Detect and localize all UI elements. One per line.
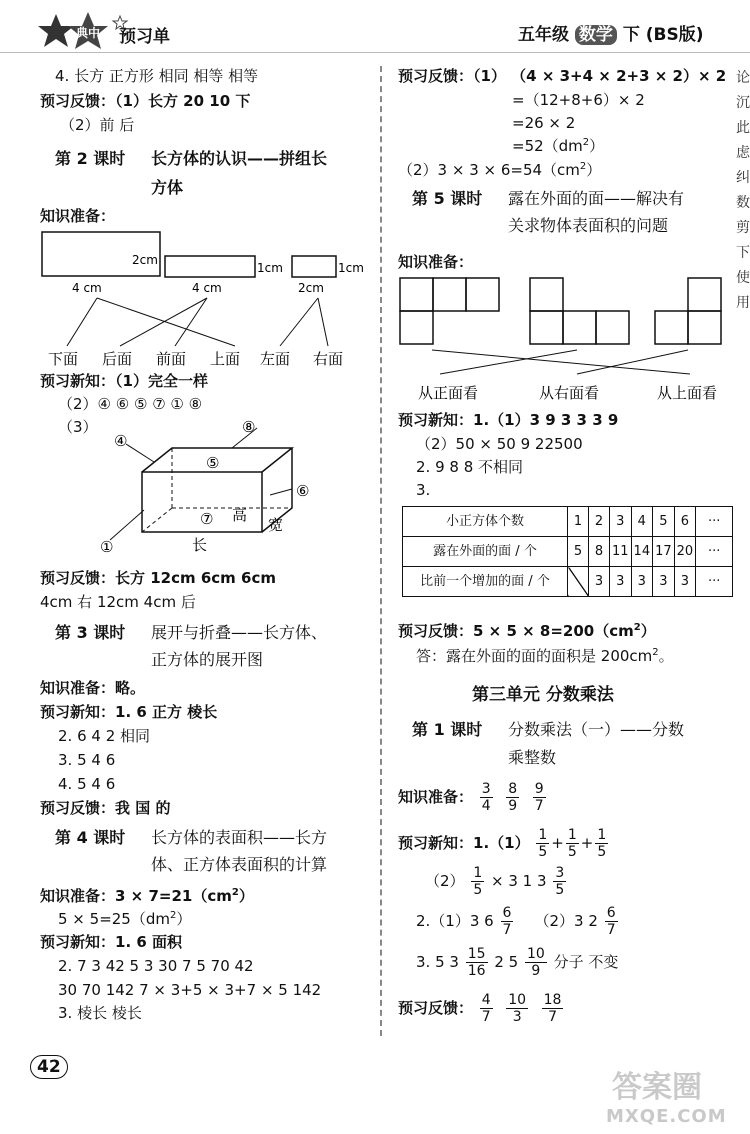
lesson-title: 乘整数 <box>508 748 557 767</box>
fraction-line: （2） $\frac{1}{5}$ × 3 1 3 $\frac{3}{5}$ <box>425 865 565 898</box>
lesson-title: 露在外面的面——解决有 <box>508 189 685 208</box>
fraction-line: 3. 5 3 $\frac{15}{16}$ 2 5 $\frac{10}{9}$ 分子 不变 <box>416 946 619 979</box>
text-line: 2. 6 4 2 相同 <box>58 727 151 745</box>
dim-label: 4 cm <box>72 281 102 295</box>
term-label: 下 <box>622 25 640 45</box>
lesson-number: 第 1 课时 <box>412 720 483 739</box>
face-label: 后面 <box>102 350 133 368</box>
fraction: $\frac{6}{7}$ <box>606 905 616 938</box>
side-char: 用 <box>736 295 750 311</box>
table-row <box>403 567 733 597</box>
fraction: $\frac{6}{7}$ <box>502 905 512 938</box>
faces-matching-figure <box>30 228 380 368</box>
lesson-title: 分数乘法（一）——分数 <box>508 720 685 739</box>
text-line: 预习新知：1. 6 正方 棱长 <box>40 703 218 721</box>
rect-2x1 <box>292 256 336 277</box>
text-line: 预习反馈：我 国 的 <box>40 799 171 817</box>
fraction-line: 2.（1）3 6 $\frac{6}{7}$ （2）3 2 $\frac{6}{7}$ <box>416 905 616 938</box>
side-char: 虑 <box>736 145 750 161</box>
text-line: $5 \times 5=25(dm^2)$ <box>58 910 192 928</box>
fraction: $\frac{1}{5}$ <box>538 827 548 860</box>
side-char: 沉 <box>736 95 750 111</box>
page-number: 42 <box>30 1055 68 1079</box>
watermark-logo: 答案圈 <box>612 1070 702 1105</box>
side-char: 此 <box>736 120 750 136</box>
dim-label: 4 cm <box>192 281 222 295</box>
fraction: $\frac{4}{7}$ <box>481 992 491 1025</box>
text-line: 知识准备：略。 <box>40 679 146 697</box>
view-label: 从右面看 <box>539 384 600 402</box>
text-line: 4cm 右 12cm 4cm 后 <box>40 593 196 611</box>
lesson-title: 关求物体表面积的问题 <box>508 216 669 235</box>
table-cell: 20 <box>674 537 696 567</box>
text-line: 预习反馈：（1） （4 × 3+4 × 2+3 × 2）× 2 <box>398 67 727 85</box>
rect-4x1 <box>165 256 255 277</box>
text-line: 4. 长方 正方形 相同 相等 相等 <box>55 67 259 85</box>
label-width: 宽 <box>268 516 284 534</box>
text-line: 3. 5 4 6 <box>58 751 116 769</box>
fraction-line: 预习反馈： $\frac{4}{7}$ $\frac{10}{3}$ $\frac{18}{7}$ <box>398 992 562 1025</box>
face-label: 右面 <box>313 350 344 368</box>
matching-lines <box>67 298 328 346</box>
fraction: $\frac{8}{9}$ <box>508 781 518 814</box>
lesson-title: 正方体的展开图 <box>151 650 264 669</box>
lesson-title: 长方体的表面积——长方 <box>151 828 328 847</box>
unit-title: 第三单元 分数乘法 <box>472 685 614 705</box>
label-7: ⑦ <box>200 510 214 528</box>
label-6: ⑥ <box>296 482 310 500</box>
text-line: 2. 9 8 8 不相同 <box>416 458 524 476</box>
subject-label: 数学 <box>575 25 617 45</box>
section-title: 预习单 <box>119 27 170 47</box>
table-cell: 17 <box>653 537 675 567</box>
table-cell: ··· <box>696 507 733 537</box>
side-char: 论 <box>736 70 750 86</box>
label-length: 长 <box>192 536 208 554</box>
text-line: 2. 7 3 42 5 3 30 7 5 70 42 <box>58 957 254 975</box>
fraction: $\frac{3}{4}$ <box>481 781 491 814</box>
table-cell <box>568 567 589 597</box>
text-line: 30 70 142 7 × 3+5 × 3+7 × 5 142 <box>58 981 322 999</box>
fraction: $\frac{1}{5}$ <box>597 827 607 860</box>
matching-lines <box>432 350 690 374</box>
label-5: ⑤ <box>206 454 220 472</box>
fraction: $\frac{18}{7}$ <box>543 992 562 1025</box>
table-cell: 6 <box>674 507 696 537</box>
table-cell: 比前一个增加的面 / 个 <box>403 567 568 597</box>
text-line: =（12+8+6）× 2 <box>512 91 645 109</box>
view-shape-c <box>655 278 721 344</box>
table-cell: ··· <box>696 537 733 567</box>
text-line: 预习新知：（1）完全一样 <box>40 372 208 390</box>
text-line: （2）前 后 <box>60 116 135 134</box>
lesson-number: 第 3 课时 <box>55 623 126 642</box>
face-label: 左面 <box>260 350 291 368</box>
table-cell: 小正方体个数 <box>403 507 568 537</box>
dim-label: 1cm <box>338 261 364 275</box>
view-shape-b <box>530 278 629 344</box>
table-cell: 3 <box>631 567 653 597</box>
edition-label: (BS版) <box>645 25 704 45</box>
fraction-line: 预习新知：1.（1） $\frac{1}{5}$ + $\frac{1}{5}$ + $\frac{1}{5}$ <box>398 827 607 860</box>
text-line: 预习新知：1. 6 面积 <box>40 933 183 951</box>
table-cell: 4 <box>631 507 653 537</box>
answer-line: 答：露在外面的面的面积是 $200cm^2$。 <box>416 647 674 665</box>
fraction: $\frac{1}{5}$ <box>473 865 483 898</box>
view-label: 从上面看 <box>657 384 718 402</box>
table-cell: 3 <box>653 567 675 597</box>
table-cell: 5 <box>653 507 675 537</box>
section-label: 知识准备： <box>40 207 116 225</box>
faces-table <box>402 506 733 597</box>
text-line: 3. 棱长 棱长 <box>58 1004 142 1022</box>
side-char: 剪 <box>736 220 750 236</box>
text-line: （2）④ ⑥ ⑤ ⑦ ① ⑧ <box>58 395 203 413</box>
table-cell: 露在外面的面 / 个 <box>403 537 568 567</box>
table-cell: 3 <box>610 567 632 597</box>
label-1: ① <box>100 538 114 556</box>
text-line: =26 × 2 <box>512 114 576 132</box>
lesson-number: 第 2 课时 <box>55 149 126 168</box>
table-cell: 3 <box>674 567 696 597</box>
text-line: 4. 5 4 6 <box>58 775 116 793</box>
fraction: $\frac{3}{5}$ <box>555 865 565 898</box>
text-line: 预习新知：1.（1）3 9 3 3 3 9 <box>398 411 619 429</box>
side-char: 使 <box>736 270 750 286</box>
text-line: 3. <box>416 481 431 499</box>
table-cell: 14 <box>631 537 653 567</box>
view-shape-a <box>400 278 499 344</box>
lesson-title: 体、正方体表面积的计算 <box>151 855 328 874</box>
fraction: $\frac{15}{16}$ <box>467 946 486 979</box>
table-cell: 2 <box>589 507 610 537</box>
dim-label: 2cm <box>132 253 158 267</box>
header-rule <box>0 52 750 53</box>
side-char: 下 <box>736 245 750 261</box>
table-cell: 3 <box>589 567 610 597</box>
fraction: $\frac{10}{3}$ <box>508 992 527 1025</box>
fraction: $\frac{10}{9}$ <box>526 946 545 979</box>
grade-label: 五年级 <box>518 25 569 45</box>
side-char: 纠 <box>736 170 750 186</box>
star-logo-icon <box>36 10 132 50</box>
face-label: 上面 <box>210 350 241 368</box>
dim-label: 2cm <box>298 281 324 295</box>
text-line: 知识准备：$3 \times 7=21(cm^2)$ <box>40 887 254 905</box>
text-line: $=52(dm^2)$ <box>512 137 605 155</box>
views-matching-figure <box>392 274 737 406</box>
section-label: 知识准备： <box>398 253 474 271</box>
side-char: 数 <box>736 195 750 211</box>
label-height: 高 <box>232 506 248 524</box>
watermark-url: MXQE.COM <box>606 1106 727 1127</box>
fraction: $\frac{9}{7}$ <box>534 781 544 814</box>
text-line: 预习反馈：（1）长方 20 10 下 <box>40 92 251 110</box>
lesson-title: 长方体的认识——拼组长 <box>151 149 328 168</box>
table-cell: 5 <box>568 537 589 567</box>
fraction-line: 知识准备： $\frac{3}{4}$ $\frac{8}{9}$ $\frac{9}{7}$ <box>398 781 544 814</box>
table-cell: 11 <box>610 537 632 567</box>
table-row <box>403 537 733 567</box>
text-line: （2）50 × 50 9 22500 <box>416 435 583 453</box>
fraction: $\frac{1}{5}$ <box>567 827 577 860</box>
text-line: （3） <box>58 418 98 436</box>
text-line: 预习反馈：长方 12cm 6cm 6cm <box>40 569 276 587</box>
table-cell: 3 <box>610 507 632 537</box>
logo-text: 典中 <box>76 26 101 40</box>
lesson-title: 方体 <box>151 178 184 197</box>
view-label: 从正面看 <box>418 384 479 402</box>
table-cell: ··· <box>696 567 733 597</box>
table-cell: 1 <box>568 507 589 537</box>
dim-label: 1cm <box>257 261 283 275</box>
label-8: ⑧ <box>242 418 256 436</box>
label-4: ④ <box>114 432 128 450</box>
table-cell: 8 <box>589 537 610 567</box>
lesson-number: 第 4 课时 <box>55 828 126 847</box>
text-line: $(2)3 \times 3 \times 6=54(cm^2)$ <box>398 161 602 179</box>
face-label: 下面 <box>48 350 79 368</box>
text-line: 预习反馈：$5 \times 5 \times 8=200(cm^2)$ <box>398 622 656 640</box>
column-divider <box>380 66 382 1036</box>
face-label: 前面 <box>156 350 187 368</box>
cuboid-figure <box>92 410 332 560</box>
lesson-title: 展开与折叠——长方体、 <box>151 623 328 642</box>
table-row <box>403 507 733 537</box>
lesson-number: 第 5 课时 <box>412 189 483 208</box>
